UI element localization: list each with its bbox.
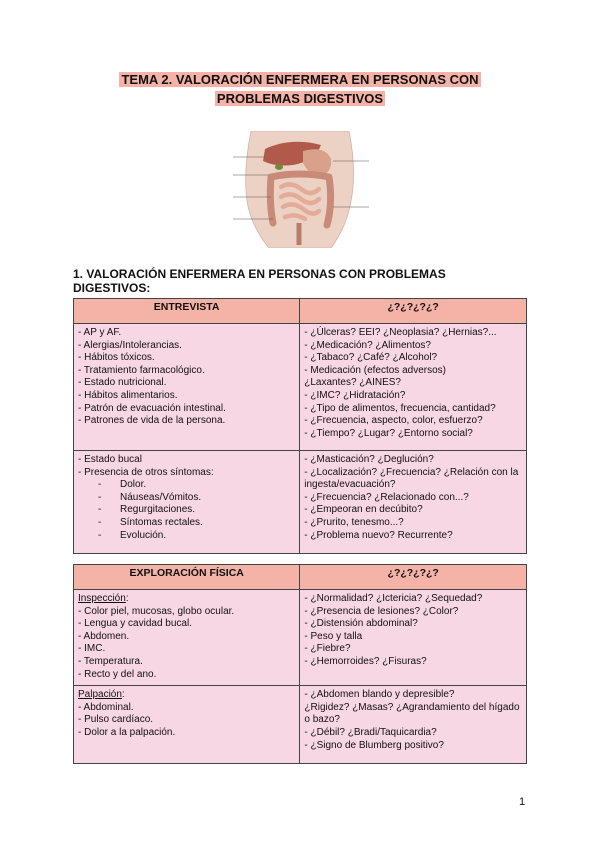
page-title [0, 70, 600, 108]
page-title-line-2: PROBLEMAS DIGESTIVOS [216, 91, 384, 106]
list-item: - ¿Medicación? ¿Alimentos? [304, 339, 431, 351]
list-item: - ¿Localización? ¿Frecuencia? ¿Relación con la ingesta/evacuación? [304, 466, 519, 491]
page-title-line-1: TEMA 2. VALORACIÓN ENFERMERA EN PERSONAS CON [121, 72, 479, 87]
list-item: - ¿Tiempo? ¿Lugar? ¿Entorno social? [304, 427, 473, 439]
list-item: - ¿Frecuencia? ¿Relacionado con...? [304, 491, 469, 503]
symptom-item: - Evolución. [78, 530, 295, 543]
list-item: - ¿IMC? ¿Hidratación? [304, 389, 406, 401]
list-item: - ¿Empeoran en decúbito? [304, 504, 423, 516]
list-item: - ¿Úlceras? EEI? ¿Neoplasia? ¿Hernias?... [304, 327, 497, 338]
list-item: - ¿Hemorroides? ¿Fisuras? [304, 655, 427, 667]
interview-questions-header: ¿?¿?¿?¿? [300, 299, 527, 324]
list-item: - Recto y del ano. [78, 668, 157, 680]
list-item: - Abdominal. [78, 701, 134, 713]
list-item: - Alergias/Intolerancias. [78, 339, 182, 351]
list-item: - Hábitos tóxicos. [78, 352, 155, 364]
list-item: - ¿Débil? ¿Bradi/Taquicardia? [304, 726, 437, 738]
list-item: - Estado bucal [78, 454, 142, 465]
list-item: - ¿Tabaco? ¿Café? ¿Alcohol? [304, 352, 438, 364]
list-item: - Dolor a la palpación. [78, 726, 176, 738]
physical-exam-header: EXPLORACIÓN FÍSICA [74, 565, 300, 590]
physical-exam-questions-header: ¿?¿?¿?¿? [300, 565, 527, 590]
list-item: - Estado nutricional. [78, 377, 167, 389]
list-item: - Temperatura. [78, 655, 143, 667]
inspection-label: Inspección: [78, 593, 129, 604]
section-heading-line-1: 1. VALORACIÓN ENFERMERA EN PERSONAS CON PROBLEMAS [73, 267, 446, 281]
digestive-anatomy-drawing [229, 131, 374, 248]
digestive-system-illustration [229, 131, 374, 248]
list-item: - Lengua y cavidad bucal. [78, 618, 192, 630]
list-item: - ¿Abdomen blando y depresible? [304, 689, 455, 701]
list-item: - Tratamiento farmacológico. [78, 364, 205, 376]
interview-symptoms-questions-cell [300, 451, 527, 554]
list-item: - Patrón de evacuación intestinal. [78, 402, 226, 414]
list-item: - ¿Signo de Blumberg positivo? [304, 739, 444, 751]
interview-table [73, 298, 527, 554]
list-item: ¿Laxantes? ¿AINES? [304, 377, 401, 389]
list-item: - Hábitos alimentarios. [78, 389, 178, 401]
section-heading-line-2: DIGESTIVOS: [73, 281, 151, 295]
section-heading [73, 267, 513, 295]
symptom-item: - Síntomas rectales. [78, 517, 295, 530]
symptom-item: - Regurgitaciones. [78, 504, 295, 517]
list-item: - ¿Frecuencia, aspecto, color, esfuerzo? [304, 415, 483, 427]
list-item: - IMC. [78, 643, 106, 655]
symptom-item: - Dolor. [78, 479, 295, 492]
palpation-label: Palpación: [78, 689, 125, 701]
list-item: - Presencia de otros síntomas: [78, 466, 214, 478]
physical-exam-table [73, 564, 527, 764]
page-number: 1 [519, 796, 526, 808]
symptom-item: - Náuseas/Vómitos. [78, 492, 295, 505]
list-item: - ¿Prurito, tenesmo...? [304, 516, 404, 528]
inspection-questions-cell [300, 590, 527, 686]
list-item: - ¿Masticación? ¿Deglución? [304, 454, 434, 465]
list-item: - ¿Tipo de alimentos, frecuencia, cantidad? [304, 402, 496, 414]
list-item: - ¿Distensión abdominal? [304, 618, 418, 630]
interview-history-cell [74, 324, 300, 451]
list-item: - ¿Problema nuevo? Recurrente? [304, 529, 453, 541]
list-item: ¿Rigidez? ¿Masas? ¿Agrandamiento del hígado o bazo? [304, 701, 520, 726]
list-item: - Pulso cardíaco. [78, 714, 154, 726]
list-item: - Peso y talla [304, 630, 363, 642]
interview-symptoms-cell [74, 451, 300, 554]
list-item: - AP y AF. [78, 327, 122, 338]
list-item: - Color piel, mucosas, globo ocular. [78, 605, 235, 617]
interview-history-questions-cell [300, 324, 527, 451]
list-item: - ¿Normalidad? ¿Ictericia? ¿Sequedad? [304, 593, 483, 604]
list-item: - Abdomen. [78, 630, 130, 642]
list-item: - ¿Fiebre? [304, 643, 351, 655]
interview-header: ENTREVISTA [74, 299, 300, 324]
list-item: - Medicación (efectos adversos) [304, 364, 446, 376]
list-item: - ¿Presencia de lesiones? ¿Color? [304, 605, 459, 617]
palpation-questions-cell [300, 686, 527, 764]
list-item: - Patrones de vida de la persona. [78, 415, 226, 427]
inspection-cell [74, 590, 300, 686]
palpation-cell [74, 686, 300, 764]
